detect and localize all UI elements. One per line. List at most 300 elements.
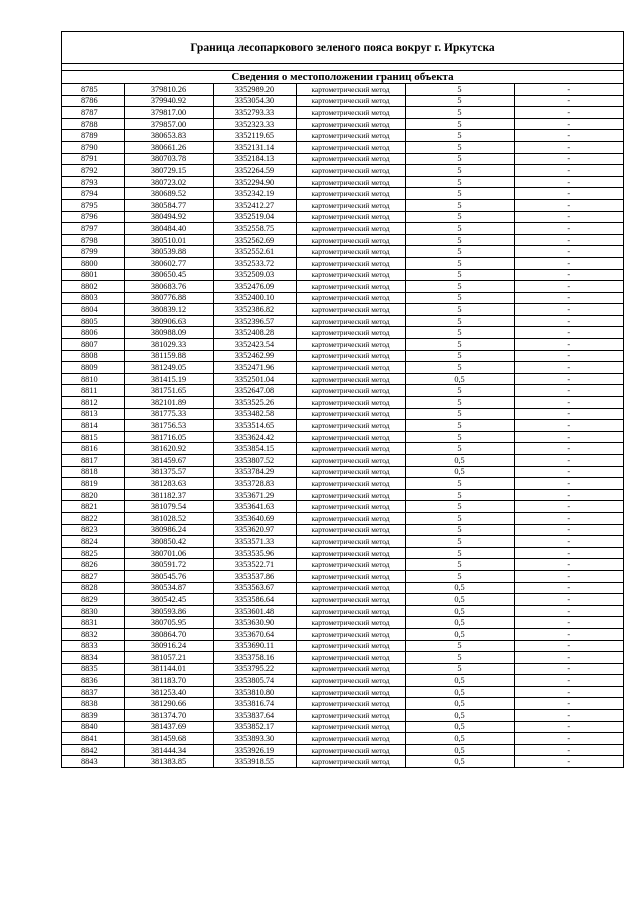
table-row — [62, 582, 623, 594]
table-row — [62, 663, 623, 675]
description-cell: - — [514, 84, 623, 95]
accuracy-cell: 5 — [405, 443, 514, 455]
accuracy-cell: 5 — [405, 350, 514, 362]
table-row — [62, 466, 623, 478]
description-cell: - — [514, 710, 623, 722]
method-cell: картометрический метод — [296, 95, 405, 107]
x-coordinate-cell: 380650.45 — [124, 269, 213, 281]
method-cell: картометрический метод — [296, 397, 405, 409]
method-cell: картометрический метод — [296, 628, 405, 640]
table-row — [62, 594, 623, 606]
y-coordinate-cell: 3353893.30 — [213, 733, 296, 745]
point-number-cell: 8788 — [62, 118, 124, 130]
point-number-cell: 8809 — [62, 362, 124, 374]
description-cell: - — [514, 455, 623, 467]
point-number-cell: 8791 — [62, 153, 124, 165]
description-cell: - — [514, 512, 623, 524]
accuracy-cell: 5 — [405, 234, 514, 246]
x-coordinate-cell: 381290.66 — [124, 698, 213, 710]
method-cell: картометрический метод — [296, 281, 405, 293]
description-cell: - — [514, 327, 623, 339]
table-row — [62, 420, 623, 432]
y-coordinate-cell: 3353620.97 — [213, 524, 296, 536]
y-coordinate-cell: 3352294.90 — [213, 176, 296, 188]
method-cell: картометрический метод — [296, 107, 405, 119]
coordinates-table-body — [62, 84, 623, 767]
description-cell: - — [514, 408, 623, 420]
accuracy-cell: 0,5 — [405, 756, 514, 767]
table-row — [62, 443, 623, 455]
y-coordinate-cell: 3353805.74 — [213, 675, 296, 687]
method-cell: картометрический метод — [296, 640, 405, 652]
point-number-cell: 8826 — [62, 559, 124, 571]
x-coordinate-cell: 380653.83 — [124, 130, 213, 142]
y-coordinate-cell: 3352408.28 — [213, 327, 296, 339]
accuracy-cell: 0,5 — [405, 373, 514, 385]
x-coordinate-cell: 381756.53 — [124, 420, 213, 432]
method-cell: картометрический метод — [296, 385, 405, 397]
accuracy-cell: 5 — [405, 559, 514, 571]
point-number-cell: 8811 — [62, 385, 124, 397]
point-number-cell: 8833 — [62, 640, 124, 652]
accuracy-cell: 5 — [405, 536, 514, 548]
x-coordinate-cell: 380602.77 — [124, 257, 213, 269]
method-cell: картометрический метод — [296, 570, 405, 582]
point-number-cell: 8817 — [62, 455, 124, 467]
point-number-cell: 8843 — [62, 756, 124, 767]
x-coordinate-cell: 381444.34 — [124, 744, 213, 756]
method-cell: картометрический метод — [296, 710, 405, 722]
description-cell: - — [567, 757, 571, 767]
x-coordinate-cell: 380705.95 — [124, 617, 213, 629]
description-cell: - — [514, 107, 623, 119]
method-cell: картометрический метод — [296, 339, 405, 351]
x-coordinate-cell: 380484.40 — [124, 223, 213, 235]
table-row — [62, 373, 623, 385]
y-coordinate-cell: 3353630.90 — [213, 617, 296, 629]
description-cell: - — [514, 489, 623, 501]
accuracy-cell: 5 — [405, 118, 514, 130]
method-cell: картометрический метод — [296, 698, 405, 710]
method-cell: картометрический метод — [296, 84, 405, 95]
x-coordinate-cell: 381183.70 — [124, 675, 213, 687]
x-coordinate-cell: 380729.15 — [124, 165, 213, 177]
accuracy-cell: 0,5 — [405, 466, 514, 478]
point-number-cell: 8795 — [62, 199, 124, 211]
y-coordinate-cell: 3352342.19 — [213, 188, 296, 200]
y-coordinate-cell: 3353784.29 — [213, 466, 296, 478]
y-coordinate-cell: 3353852.17 — [213, 721, 296, 733]
y-coordinate-cell: 3353640.69 — [213, 512, 296, 524]
method-cell: картометрический метод — [296, 733, 405, 745]
x-coordinate-cell: 380510.01 — [124, 234, 213, 246]
method-cell: картометрический метод — [296, 315, 405, 327]
table-row — [62, 385, 623, 397]
x-coordinate-cell: 381182.37 — [124, 489, 213, 501]
y-coordinate-cell: 3353918.55 — [213, 756, 296, 767]
point-number-cell: 8828 — [62, 582, 124, 594]
accuracy-cell: 0,5 — [405, 686, 514, 698]
table-row — [62, 431, 623, 443]
description-cell: - — [514, 617, 623, 629]
method-cell: картометрический метод — [296, 744, 405, 756]
point-number-cell: 8823 — [62, 524, 124, 536]
description-cell: - — [514, 211, 623, 223]
point-number-cell: 8803 — [62, 292, 124, 304]
description-cell: - — [514, 466, 623, 478]
accuracy-cell: 5 — [405, 652, 514, 664]
point-number-cell: 8822 — [62, 512, 124, 524]
description-cell: - — [514, 397, 623, 409]
point-number-cell: 8793 — [62, 176, 124, 188]
point-number-cell: 8825 — [62, 547, 124, 559]
accuracy-cell: 5 — [405, 199, 514, 211]
accuracy-cell: 0,5 — [405, 594, 514, 606]
description-cell: - — [514, 339, 623, 351]
y-coordinate-cell: 3352119.65 — [213, 130, 296, 142]
x-coordinate-cell: 379940.92 — [124, 95, 213, 107]
point-number-cell: 8829 — [62, 594, 124, 606]
y-coordinate-cell: 3352412.27 — [213, 199, 296, 211]
table-row — [62, 559, 623, 571]
point-number-cell: 8824 — [62, 536, 124, 548]
method-cell: картометрический метод — [296, 118, 405, 130]
method-cell: картометрический метод — [296, 478, 405, 490]
method-cell: картометрический метод — [296, 512, 405, 524]
method-cell: картометрический метод — [296, 188, 405, 200]
method-cell: картометрический метод — [296, 199, 405, 211]
description-cell: - — [514, 223, 623, 235]
y-coordinate-cell: 3353563.67 — [213, 582, 296, 594]
method-cell: картометрический метод — [296, 362, 405, 374]
method-cell: картометрический метод — [296, 269, 405, 281]
accuracy-cell: 0,5 — [405, 710, 514, 722]
y-coordinate-cell: 3353514.65 — [213, 420, 296, 432]
document-sheet — [61, 31, 624, 768]
table-row — [62, 246, 623, 258]
method-cell: картометрический метод — [296, 617, 405, 629]
point-number-cell: 8818 — [62, 466, 124, 478]
accuracy-cell: 5 — [405, 188, 514, 200]
y-coordinate-cell: 3353854.15 — [213, 443, 296, 455]
table-row — [62, 350, 623, 362]
table-row — [62, 640, 623, 652]
y-coordinate-cell: 3352562.69 — [213, 234, 296, 246]
description-cell: - — [514, 176, 623, 188]
table-row — [62, 512, 623, 524]
method-cell: картометрический метод — [296, 501, 405, 513]
point-number-cell: 8814 — [62, 420, 124, 432]
description-cell: - — [514, 640, 623, 652]
y-coordinate-cell: 3353837.64 — [213, 710, 296, 722]
accuracy-cell: 5 — [405, 478, 514, 490]
description-cell: - — [514, 188, 623, 200]
point-number-cell: 8832 — [62, 628, 124, 640]
method-cell: картометрический метод — [296, 420, 405, 432]
accuracy-cell: 5 — [405, 512, 514, 524]
point-number-cell: 8839 — [62, 710, 124, 722]
table-row — [62, 397, 623, 409]
x-coordinate-cell: 380701.06 — [124, 547, 213, 559]
accuracy-cell: 5 — [405, 292, 514, 304]
y-coordinate-cell: 3353537.86 — [213, 570, 296, 582]
x-coordinate-cell: 380494.92 — [124, 211, 213, 223]
accuracy-cell: 5 — [405, 141, 514, 153]
x-coordinate-cell: 381079.54 — [124, 501, 213, 513]
point-number-cell: 8831 — [62, 617, 124, 629]
x-coordinate-cell: 381751.65 — [124, 385, 213, 397]
method-cell: картометрический метод — [296, 443, 405, 455]
accuracy-cell: 0,5 — [405, 698, 514, 710]
description-cell: - — [514, 605, 623, 617]
method-cell: картометрический метод — [296, 489, 405, 501]
point-number-cell: 8790 — [62, 141, 124, 153]
y-coordinate-cell: 3352400.10 — [213, 292, 296, 304]
x-coordinate-cell: 381374.70 — [124, 710, 213, 722]
x-coordinate-cell: 381415.19 — [124, 373, 213, 385]
table-row — [62, 675, 623, 687]
table-row — [62, 84, 623, 95]
accuracy-cell: 5 — [405, 640, 514, 652]
method-cell: картометрический метод — [296, 675, 405, 687]
point-number-cell: 8794 — [62, 188, 124, 200]
x-coordinate-cell: 381253.40 — [124, 686, 213, 698]
x-coordinate-cell: 380542.45 — [124, 594, 213, 606]
x-coordinate-cell: 380689.52 — [124, 188, 213, 200]
x-coordinate-cell: 380864.70 — [124, 628, 213, 640]
accuracy-cell: 5 — [405, 489, 514, 501]
table-row — [62, 652, 623, 664]
table-row — [62, 234, 623, 246]
method-cell: картометрический метод — [296, 756, 405, 767]
accuracy-cell: 5 — [405, 246, 514, 258]
method-cell: картометрический метод — [296, 350, 405, 362]
table-row — [62, 605, 623, 617]
point-number-cell: 8841 — [62, 733, 124, 745]
method-cell: картометрический метод — [296, 153, 405, 165]
method-cell: картометрический метод — [296, 211, 405, 223]
method-cell: картометрический метод — [296, 327, 405, 339]
description-cell: - — [514, 246, 623, 258]
table-row — [62, 304, 623, 316]
accuracy-cell: 0,5 — [405, 744, 514, 756]
point-number-cell: 8836 — [62, 675, 124, 687]
accuracy-cell: 5 — [405, 524, 514, 536]
accuracy-cell: 5 — [405, 362, 514, 374]
y-coordinate-cell: 3352989.20 — [213, 84, 296, 95]
accuracy-cell: 5 — [405, 420, 514, 432]
description-cell: - — [514, 582, 623, 594]
description-cell: - — [514, 698, 623, 710]
y-coordinate-cell: 3352509.03 — [213, 269, 296, 281]
accuracy-cell: 5 — [405, 223, 514, 235]
y-coordinate-cell: 3353522.71 — [213, 559, 296, 571]
description-cell: - — [514, 373, 623, 385]
accuracy-cell: 5 — [405, 211, 514, 223]
y-coordinate-cell: 3353926.19 — [213, 744, 296, 756]
accuracy-cell: 0,5 — [405, 628, 514, 640]
table-row — [62, 223, 623, 235]
method-cell: картометрический метод — [296, 466, 405, 478]
y-coordinate-cell: 3352476.09 — [213, 281, 296, 293]
y-coordinate-cell: 3352647.08 — [213, 385, 296, 397]
method-cell: картометрический метод — [296, 455, 405, 467]
x-coordinate-cell: 381775.33 — [124, 408, 213, 420]
x-coordinate-cell: 381383.85 — [124, 756, 213, 767]
table-row — [62, 698, 623, 710]
table-row — [62, 362, 623, 374]
x-coordinate-cell: 381159.88 — [124, 350, 213, 362]
point-number-cell: 8787 — [62, 107, 124, 119]
x-coordinate-cell: 380988.09 — [124, 327, 213, 339]
accuracy-cell: 0,5 — [405, 675, 514, 687]
table-row — [62, 408, 623, 420]
x-coordinate-cell: 381144.01 — [124, 663, 213, 675]
description-cell: - — [514, 733, 623, 745]
method-cell: картометрический метод — [296, 582, 405, 594]
y-coordinate-cell: 3352264.59 — [213, 165, 296, 177]
point-number-cell: 8821 — [62, 501, 124, 513]
accuracy-cell: 5 — [405, 95, 514, 107]
x-coordinate-cell: 381375.57 — [124, 466, 213, 478]
point-number-cell: 8805 — [62, 315, 124, 327]
table-row — [62, 339, 623, 351]
y-coordinate-cell: 3352519.04 — [213, 211, 296, 223]
table-row — [62, 733, 623, 745]
y-coordinate-cell: 3353671.29 — [213, 489, 296, 501]
x-coordinate-cell: 381283.63 — [124, 478, 213, 490]
description-cell: - — [514, 199, 623, 211]
x-coordinate-cell: 380986.24 — [124, 524, 213, 536]
description-cell: - — [514, 165, 623, 177]
accuracy-cell: 5 — [405, 397, 514, 409]
y-coordinate-cell: 3352184.13 — [213, 153, 296, 165]
table-row — [62, 199, 623, 211]
description-cell: - — [514, 304, 623, 316]
y-coordinate-cell: 3353670.64 — [213, 628, 296, 640]
method-cell: картометрический метод — [296, 130, 405, 142]
accuracy-cell: 5 — [405, 269, 514, 281]
description-cell: - — [514, 292, 623, 304]
point-number-cell: 8798 — [62, 234, 124, 246]
y-coordinate-cell: 3353795.22 — [213, 663, 296, 675]
accuracy-cell: 5 — [405, 431, 514, 443]
accuracy-cell: 0,5 — [405, 721, 514, 733]
table-row — [62, 107, 623, 119]
x-coordinate-cell: 380534.87 — [124, 582, 213, 594]
method-cell: картометрический метод — [296, 536, 405, 548]
y-coordinate-cell: 3352793.33 — [213, 107, 296, 119]
x-coordinate-cell: 381716.05 — [124, 431, 213, 443]
point-number-cell: 8797 — [62, 223, 124, 235]
point-number-cell: 8815 — [62, 431, 124, 443]
point-number-cell: 8796 — [62, 211, 124, 223]
description-cell: - — [514, 652, 623, 664]
accuracy-cell: 5 — [405, 339, 514, 351]
x-coordinate-cell: 379817.00 — [124, 107, 213, 119]
y-coordinate-cell: 3352396.57 — [213, 315, 296, 327]
y-coordinate-cell: 3352462.99 — [213, 350, 296, 362]
accuracy-cell: 5 — [405, 570, 514, 582]
y-coordinate-cell: 3352533.72 — [213, 257, 296, 269]
table-row — [62, 292, 623, 304]
description-cell: - — [514, 281, 623, 293]
table-row — [62, 721, 623, 733]
table-row — [62, 188, 623, 200]
accuracy-cell: 5 — [405, 408, 514, 420]
table-row — [62, 478, 623, 490]
description-cell: - — [514, 141, 623, 153]
y-coordinate-cell: 3353482.58 — [213, 408, 296, 420]
point-number-cell: 8827 — [62, 570, 124, 582]
description-cell: - — [514, 350, 623, 362]
table-row — [62, 165, 623, 177]
x-coordinate-cell: 380539.88 — [124, 246, 213, 258]
description-cell: - — [514, 385, 623, 397]
description-cell: - — [514, 234, 623, 246]
description-cell: - — [514, 547, 623, 559]
description-cell: - — [514, 443, 623, 455]
method-cell: картометрический метод — [296, 223, 405, 235]
y-coordinate-cell: 3353535.96 — [213, 547, 296, 559]
method-cell: картометрический метод — [296, 559, 405, 571]
y-coordinate-cell: 3353816.74 — [213, 698, 296, 710]
y-coordinate-cell: 3353758.16 — [213, 652, 296, 664]
point-number-cell: 8808 — [62, 350, 124, 362]
point-number-cell: 8834 — [62, 652, 124, 664]
point-number-cell: 8804 — [62, 304, 124, 316]
x-coordinate-cell: 380591.72 — [124, 559, 213, 571]
point-number-cell: 8840 — [62, 721, 124, 733]
accuracy-cell: 5 — [405, 304, 514, 316]
accuracy-cell: 5 — [405, 107, 514, 119]
method-cell: картометрический метод — [296, 165, 405, 177]
table-row — [62, 686, 623, 698]
table-row — [62, 153, 623, 165]
point-number-cell: 8789 — [62, 130, 124, 142]
description-cell: - — [514, 570, 623, 582]
table-row — [62, 130, 623, 142]
table-row — [62, 257, 623, 269]
point-number-cell: 8816 — [62, 443, 124, 455]
point-number-cell: 8812 — [62, 397, 124, 409]
accuracy-cell: 5 — [405, 153, 514, 165]
x-coordinate-cell: 380839.12 — [124, 304, 213, 316]
x-coordinate-cell: 380850.42 — [124, 536, 213, 548]
description-cell: - — [514, 269, 623, 281]
point-number-cell: 8810 — [62, 373, 124, 385]
method-cell: картометрический метод — [296, 594, 405, 606]
point-number-cell: 8792 — [62, 165, 124, 177]
method-cell: картометрический метод — [296, 304, 405, 316]
x-coordinate-cell: 381057.21 — [124, 652, 213, 664]
y-coordinate-cell: 3353690.11 — [213, 640, 296, 652]
y-coordinate-cell: 3352471.96 — [213, 362, 296, 374]
x-coordinate-cell: 381029.33 — [124, 339, 213, 351]
accuracy-cell: 0,5 — [405, 455, 514, 467]
table-row — [62, 281, 623, 293]
description-cell: - — [514, 744, 623, 756]
accuracy-cell: 5 — [405, 281, 514, 293]
x-coordinate-cell: 380723.02 — [124, 176, 213, 188]
table-row — [62, 570, 623, 582]
document-title: Граница лесопаркового зеленого пояса вокруг г. Иркутска — [62, 32, 623, 64]
y-coordinate-cell: 3353728.83 — [213, 478, 296, 490]
table-row — [62, 501, 623, 513]
table-row — [62, 756, 623, 767]
x-coordinate-cell: 380916.24 — [124, 640, 213, 652]
description-cell: - — [514, 663, 623, 675]
